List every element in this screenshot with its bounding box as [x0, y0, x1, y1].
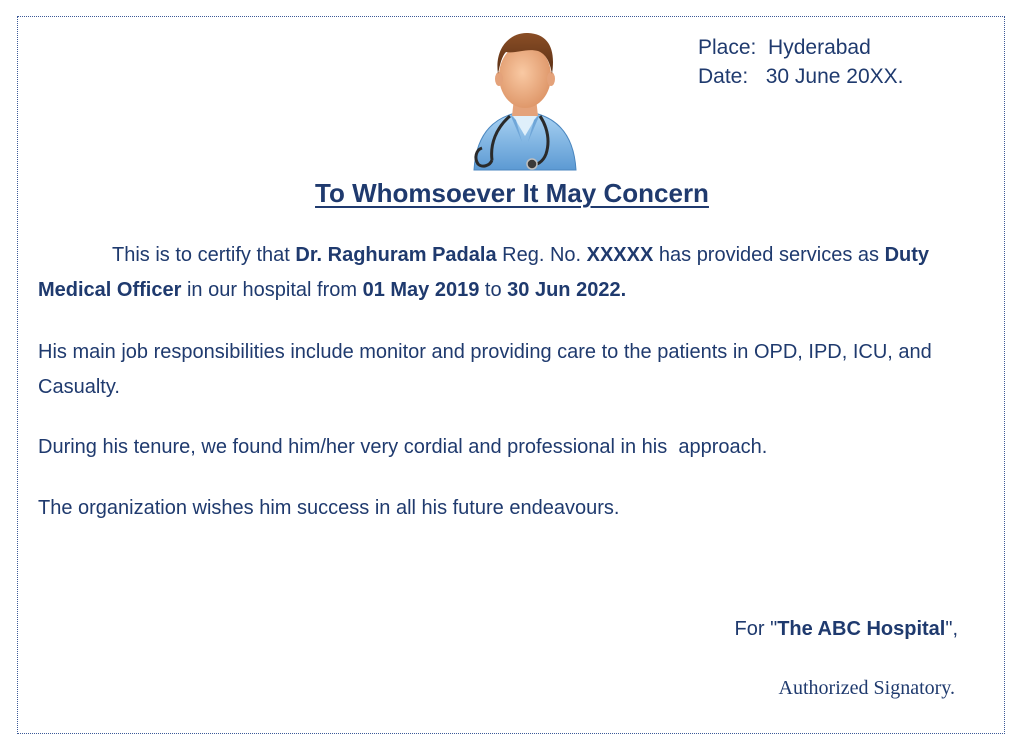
- date-value: 30 June 20XX.: [765, 65, 904, 88]
- doctor-name: Dr. Raghuram Padala: [295, 244, 497, 266]
- for-organization-line: For "The ABC Hospital",: [734, 618, 958, 640]
- authorized-signatory: Authorized Signatory.: [778, 677, 955, 699]
- place-line: [698, 33, 904, 62]
- to-date: 30 Jun 2022.: [507, 279, 627, 301]
- designation: Duty Medical Officer: [38, 244, 930, 301]
- place-label: Place:: [698, 36, 757, 59]
- place-date-block: [698, 33, 904, 91]
- registration-number: XXXXX: [586, 244, 654, 266]
- wishes-paragraph: The organization wishes him success in all his future endeavours.: [38, 497, 620, 519]
- from-date: 01 May 2019: [362, 279, 480, 301]
- doctor-icon: [460, 24, 590, 172]
- responsibilities-paragraph: His main job responsibilities include monitor and providing care to the patients in OPD, IPD, ICU, and Casualty.: [38, 341, 932, 398]
- page-title: To Whomsoever It May Concern: [315, 178, 709, 208]
- certification-paragraph: This is to certify that Dr. Raghuram Padala Reg. No. XXXXX has provided services as Duty Medical Officer in our hospital from 01 May 2019 to 30 Jun 2022.: [38, 244, 930, 301]
- organization-name: The ABC Hospital: [777, 618, 946, 640]
- place-value: Hyderabad: [768, 36, 871, 59]
- conduct-paragraph: During his tenure, we found him/her very cordial and professional in his approach.: [38, 436, 768, 458]
- date-label: Date:: [698, 65, 749, 88]
- date-line: [698, 62, 904, 91]
